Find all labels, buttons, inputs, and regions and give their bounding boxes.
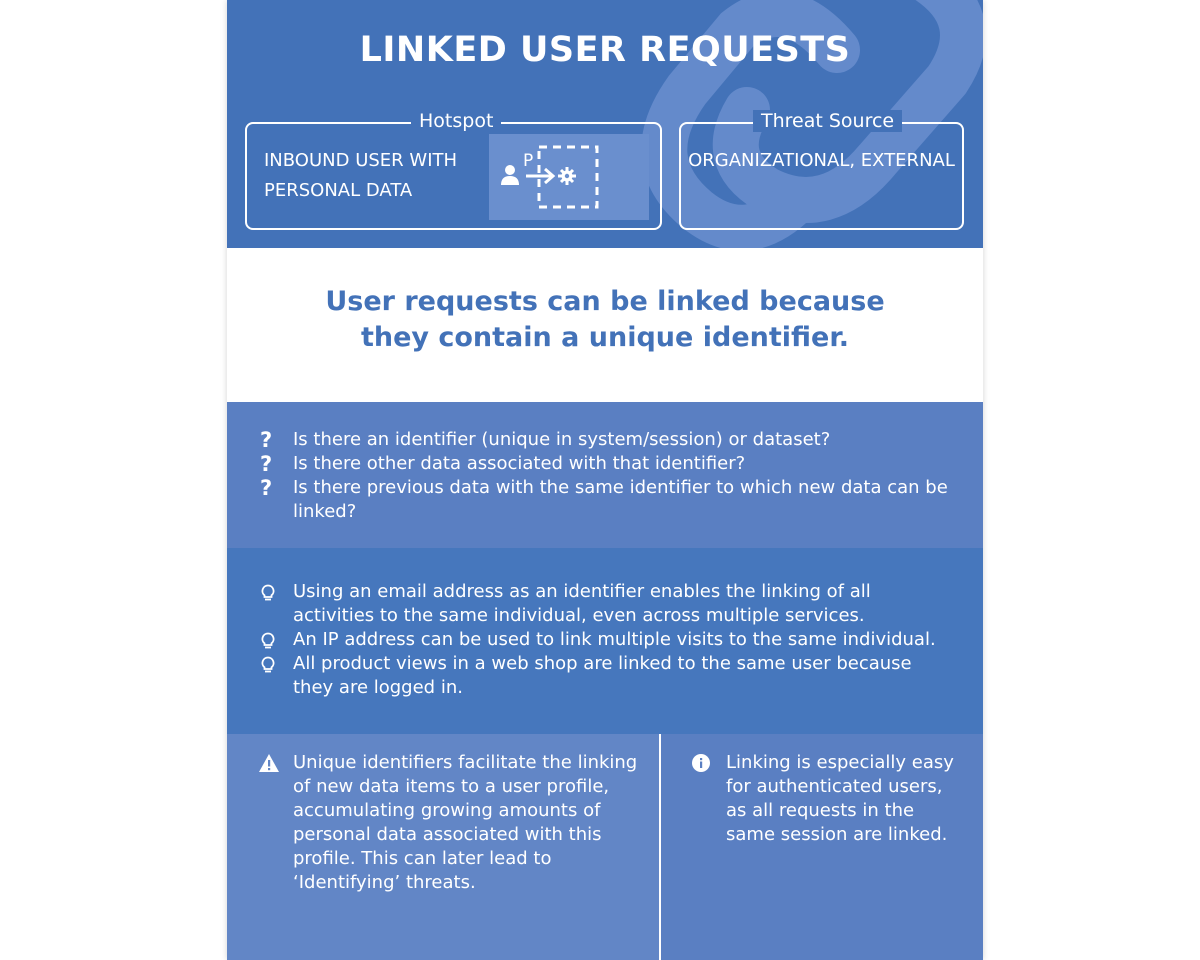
example-item	[227, 628, 953, 652]
warning-icon	[258, 753, 280, 773]
lightbulb-icon	[259, 584, 277, 602]
statement-section	[227, 248, 983, 402]
question-text: Is there previous data with the same identifier to which new data can be linked?	[293, 477, 948, 522]
example-item	[227, 580, 953, 628]
question-item	[227, 452, 953, 476]
example-item	[227, 652, 953, 700]
statement-text: User requests can be linked because they contain a unique identifier.	[325, 286, 885, 353]
notes-section	[227, 734, 983, 960]
threat-source-box	[679, 110, 964, 230]
user-personal-data-to-process-icon	[489, 134, 649, 220]
questions-list	[227, 428, 953, 524]
threat-source-label: Threat Source	[753, 110, 902, 132]
examples-section	[227, 548, 983, 734]
question-mark-icon: ?	[260, 476, 273, 500]
question-mark-icon: ?	[260, 452, 273, 476]
examples-list	[227, 580, 953, 700]
lightbulb-icon	[259, 632, 277, 650]
question-text: Is there other data associated with that identifier?	[293, 453, 746, 474]
hotspot-text: INBOUND USER WITH PERSONAL DATA	[264, 150, 458, 201]
lightbulb-icon	[259, 656, 277, 674]
warning-text: Unique identifiers facilitate the linking of new data items to a user profile, accumulating growing amounts of personal data associated with this profile. This can later lead to ‘Identifying’ threats.	[293, 752, 638, 893]
info-text: Linking is especially easy for authenticated users, as all requests in the same session are linked.	[726, 752, 954, 845]
question-item	[227, 428, 953, 452]
hotspot-box	[245, 110, 662, 230]
warning-column	[227, 734, 659, 960]
question-text: Is there an identifier (unique in system/session) or dataset?	[293, 429, 831, 450]
hotspot-label: Hotspot	[411, 110, 501, 132]
question-mark-icon: ?	[260, 428, 273, 452]
threat-source-text: ORGANIZATIONAL, EXTERNAL	[688, 150, 955, 171]
card-page	[227, 0, 983, 960]
header-banner	[227, 0, 983, 248]
example-text: Using an email address as an identifier enables the linking of all activities to the same individual, even across multiple services.	[293, 581, 871, 626]
hotspot-icon-letter: P	[523, 151, 534, 171]
page-title: LINKED USER REQUESTS	[359, 30, 851, 70]
example-text: All product views in a web shop are linked to the same user because they are logged in.	[293, 653, 912, 698]
question-item	[227, 476, 953, 524]
info-icon	[691, 753, 711, 773]
example-text: An IP address can be used to link multiple visits to the same individual.	[293, 629, 936, 650]
questions-section	[227, 402, 983, 548]
info-column	[661, 734, 983, 960]
